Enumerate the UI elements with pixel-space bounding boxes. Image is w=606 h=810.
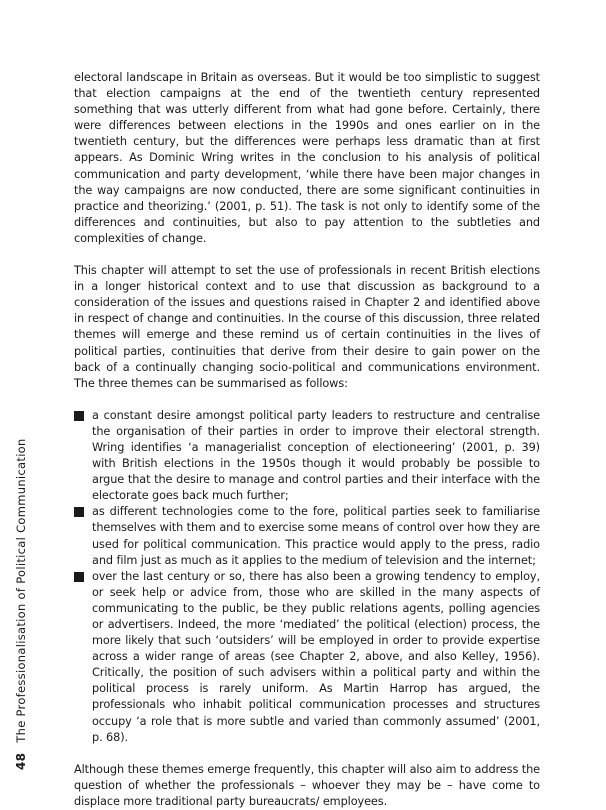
list-item-text: as different technologies come to the fore, political parties seek to familiarise themselves with them and to exercise some means of control over how they are used for political communication. This practice would apply to the press, radio and film just as much as it applies to the medium of television and the internet; xyxy=(92,505,540,567)
list-item-text: a constant desire amongst political party leaders to restructure and centralise the organisation of their parties in order to improve their electoral strength. Wring identifies ‘a managerialist conception of electioneering’ (2001, p. 39) with British elections in the 1950s though it would probably be possible to argue that the desire to manage and control parties and their interface with the electorate goes back much further; xyxy=(92,408,540,503)
closing-paragraph: Although these themes emerge frequently, this chapter will also aim to address the question of whether the professionals – whoever they may be – have come to displace more traditional party bureaucrats/ employees. xyxy=(74,762,540,808)
list-item xyxy=(74,504,540,568)
square-bullet-icon xyxy=(74,572,84,582)
list-item xyxy=(74,408,540,505)
paragraph-1: electoral landscape in Britain as overseas. But it would be too simplistic to suggest that election campaigns at the end of the twentieth century represented something that was utterly different from what had gone before. Certainly, there were differences between elections in the 1990s and ones earlier on in the twentieth century, but the differences were perhaps less dramatic than at first appears. As Dominic Wring writes in the conclusion to his analysis of political communication and party development, ‘while there have been major changes in the way campaigns are now conducted, there are some significant continuities in practice and theorizing.’ (2001, p. 51). The task is not only to identify some of the differences and continuities, but also to pay attention to the subtleties and complexities of change. xyxy=(74,71,540,245)
running-header xyxy=(14,438,28,770)
body-text xyxy=(74,70,540,810)
list-item xyxy=(74,569,540,746)
square-bullet-icon xyxy=(74,507,84,517)
paragraph-2: This chapter will attempt to set the use of professionals in recent British elections in a longer historical context and to use that discussion as background to a consideration of the issues and questions raised in Chapter 2 and identified above in respect of change and continuities. In the course of this discussion, three related themes will emerge and these remind us of certain continuities in the lives of political parties, continuities that derive from their desire to gain power on the back of a continually changing socio-political and communications environment. The three themes can be summarised as follows: xyxy=(74,264,540,390)
list-item-text: over the last century or so, there has also been a growing tendency to employ, or seek help or advice from, those who are skilled in the many aspects of communicating to the public, be they public relations agents, polling agencies or advertisers. Indeed, the more ‘mediated’ the political (election) process, the more likely that such ‘outsiders’ will be employed in order to provide expertise across a wider range of areas (see Chapter 2, above, and also Kelley, 1956). Critically, the position of such advisers within a political party and within the political process is rarely uniform. As Martin Harrop has argued, the professionals who inhabit political communication processes and structures occupy ‘a role that is more subtle and varied than commonly assumed’ (2001, p. 68). xyxy=(92,569,540,744)
page-number: 48 xyxy=(14,752,28,770)
book-title: The Professionalisation of Political Communication xyxy=(14,438,28,743)
square-bullet-icon xyxy=(74,411,84,421)
theme-list xyxy=(74,408,540,746)
